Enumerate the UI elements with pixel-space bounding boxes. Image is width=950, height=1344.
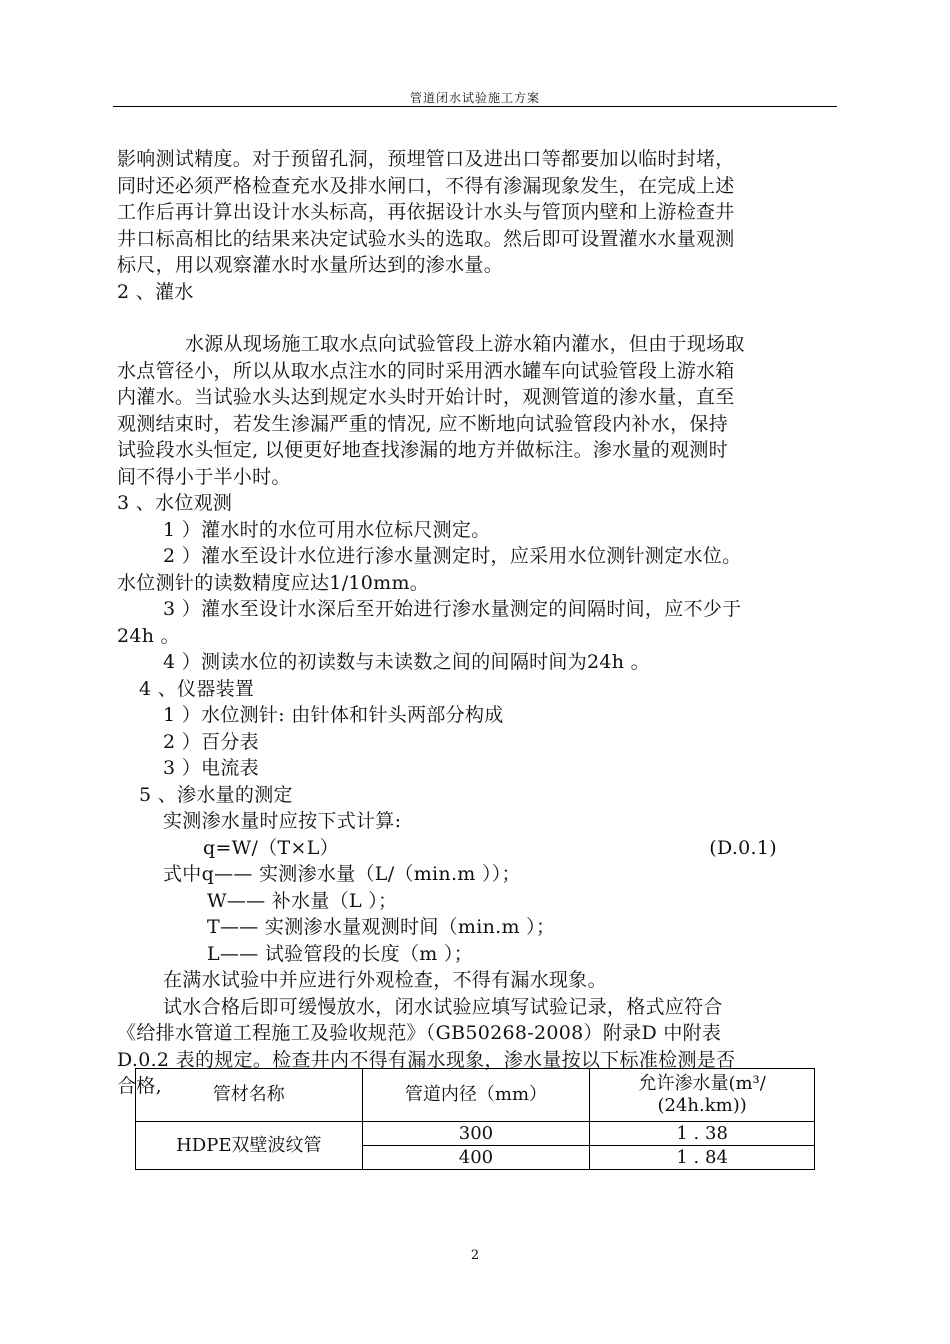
cell-material: HDPE双壁波纹管: [136, 1122, 363, 1170]
header-divider: [113, 106, 837, 107]
page-number: 2: [470, 1248, 480, 1263]
cell-diameter: 300: [362, 1122, 590, 1146]
list-item: 3 ）电流表: [163, 757, 259, 779]
section-heading-4: 4 、仪器装置: [139, 677, 255, 700]
table-header-row: [136, 1069, 815, 1122]
cell-allowance: 1 . 38: [590, 1122, 815, 1146]
document-body: [117, 146, 837, 1100]
header-allowance-line2: (24h.km)): [657, 1095, 747, 1116]
list-item-cont: 水位测针的读数精度应达1/10mm。: [117, 571, 430, 594]
paragraph-line: 《给排水管道工程施工及验收规范》（GB50268-2008）附录D 中附表: [117, 1022, 722, 1044]
definition-line: W—— 补水量（L ）；: [207, 889, 398, 912]
paragraph-line: 同时还必须严格检查充水及排水闸口，不得有渗漏现象发生，在完成上述: [117, 174, 735, 197]
formula: q=W/（T×L）: [203, 836, 339, 859]
definition-line: 式中q—— 实测渗水量（L/（min.m ））；: [163, 863, 521, 885]
list-item: 2 ）百分表: [163, 730, 259, 753]
allowance-table: [135, 1068, 815, 1170]
paragraph-line: 工作后再计算出设计水头标高，再依据设计水头与管顶内壁和上游检查井: [117, 201, 735, 223]
paragraph-line: 试验段水头恒定, 以便更好地查找渗漏的地方并做标注。渗水量的观测时: [117, 439, 728, 461]
spacer: [117, 305, 837, 331]
paragraph-line: 标尺，用以观察灌水时水量所达到的渗水量。: [117, 254, 504, 276]
section-heading-3: 3 、水位观测: [117, 492, 233, 514]
header-allowance: [590, 1069, 815, 1122]
cell-diameter: 400: [362, 1146, 590, 1170]
header-allowance-line1: 允许渗水量(m³/: [638, 1073, 766, 1094]
formula-number: (D.0.1): [709, 836, 777, 859]
header-diameter: 管道内径（mm）: [362, 1069, 590, 1122]
list-item: 1 ）灌水时的水位可用水位标尺测定。: [163, 518, 491, 541]
formula-intro: 实测渗水量时应按下式计算:: [163, 810, 402, 832]
list-item-cont: 24h 。: [117, 624, 180, 647]
paragraph-line: 观测结束时，若发生渗漏严重的情况, 应不断地向试验管段内补水，保持: [117, 412, 728, 435]
paragraph-line: 合格,: [117, 1075, 162, 1097]
header-material: 管材名称: [136, 1069, 363, 1122]
section-heading-5: 5 、渗水量的测定: [139, 783, 293, 806]
paragraph-line: 影响测试精度。对于预留孔洞，预埋管口及进出口等都要加以临时封堵，: [117, 148, 735, 170]
table-row: [136, 1122, 815, 1146]
paragraph-line: 试水合格后即可缓慢放水，闭水试验应填写试验记录，格式应符合: [163, 995, 723, 1018]
formula-row: [117, 835, 837, 862]
definition-line: T—— 实测渗水量观测时间（min.m ）；: [207, 916, 556, 938]
list-item: 1 ）水位测针: 由针体和针头两部分构成: [163, 704, 504, 726]
list-item: 4 ）测读水位的初读数与未读数之间的间隔时间为24h 。: [163, 651, 650, 673]
list-item: 3 ）灌水至设计水深后至开始进行渗水量测定的间隔时间，应不少于: [163, 598, 742, 620]
paragraph-line: 水源从现场施工取水点向试验管段上游水箱内灌水，但由于现场取: [185, 333, 745, 355]
list-item: 2 ）灌水至设计水位进行渗水量测定时，应采用水位测针测定水位。: [163, 545, 742, 567]
paragraph-line: 内灌水。当试验水头达到规定水头时开始计时，观测管道的渗水量，直至: [117, 386, 735, 408]
definition-line: L—— 试验管段的长度（m ）；: [207, 942, 474, 965]
page-header-title: 管道闭水试验施工方案: [409, 91, 540, 105]
paragraph-line: 井口标高相比的结果来决定试验水头的选取。然后即可设置灌水水量观测: [117, 227, 735, 250]
paragraph-line: 间不得小于半小时。: [117, 465, 291, 488]
cell-allowance: 1 . 84: [590, 1146, 815, 1170]
paragraph-line: 在满水试验中并应进行外观检查，不得有漏水现象。: [163, 969, 607, 991]
paragraph-line: 水点管径小，所以从取水点注水的同时采用洒水罐车向试验管段上游水箱: [117, 359, 735, 382]
paragraph-line: D.0.2 表的规定。检查井内不得有漏水现象，渗水量按以下标准检测是否: [117, 1048, 736, 1071]
section-heading-2: 2 、灌水: [117, 280, 194, 303]
